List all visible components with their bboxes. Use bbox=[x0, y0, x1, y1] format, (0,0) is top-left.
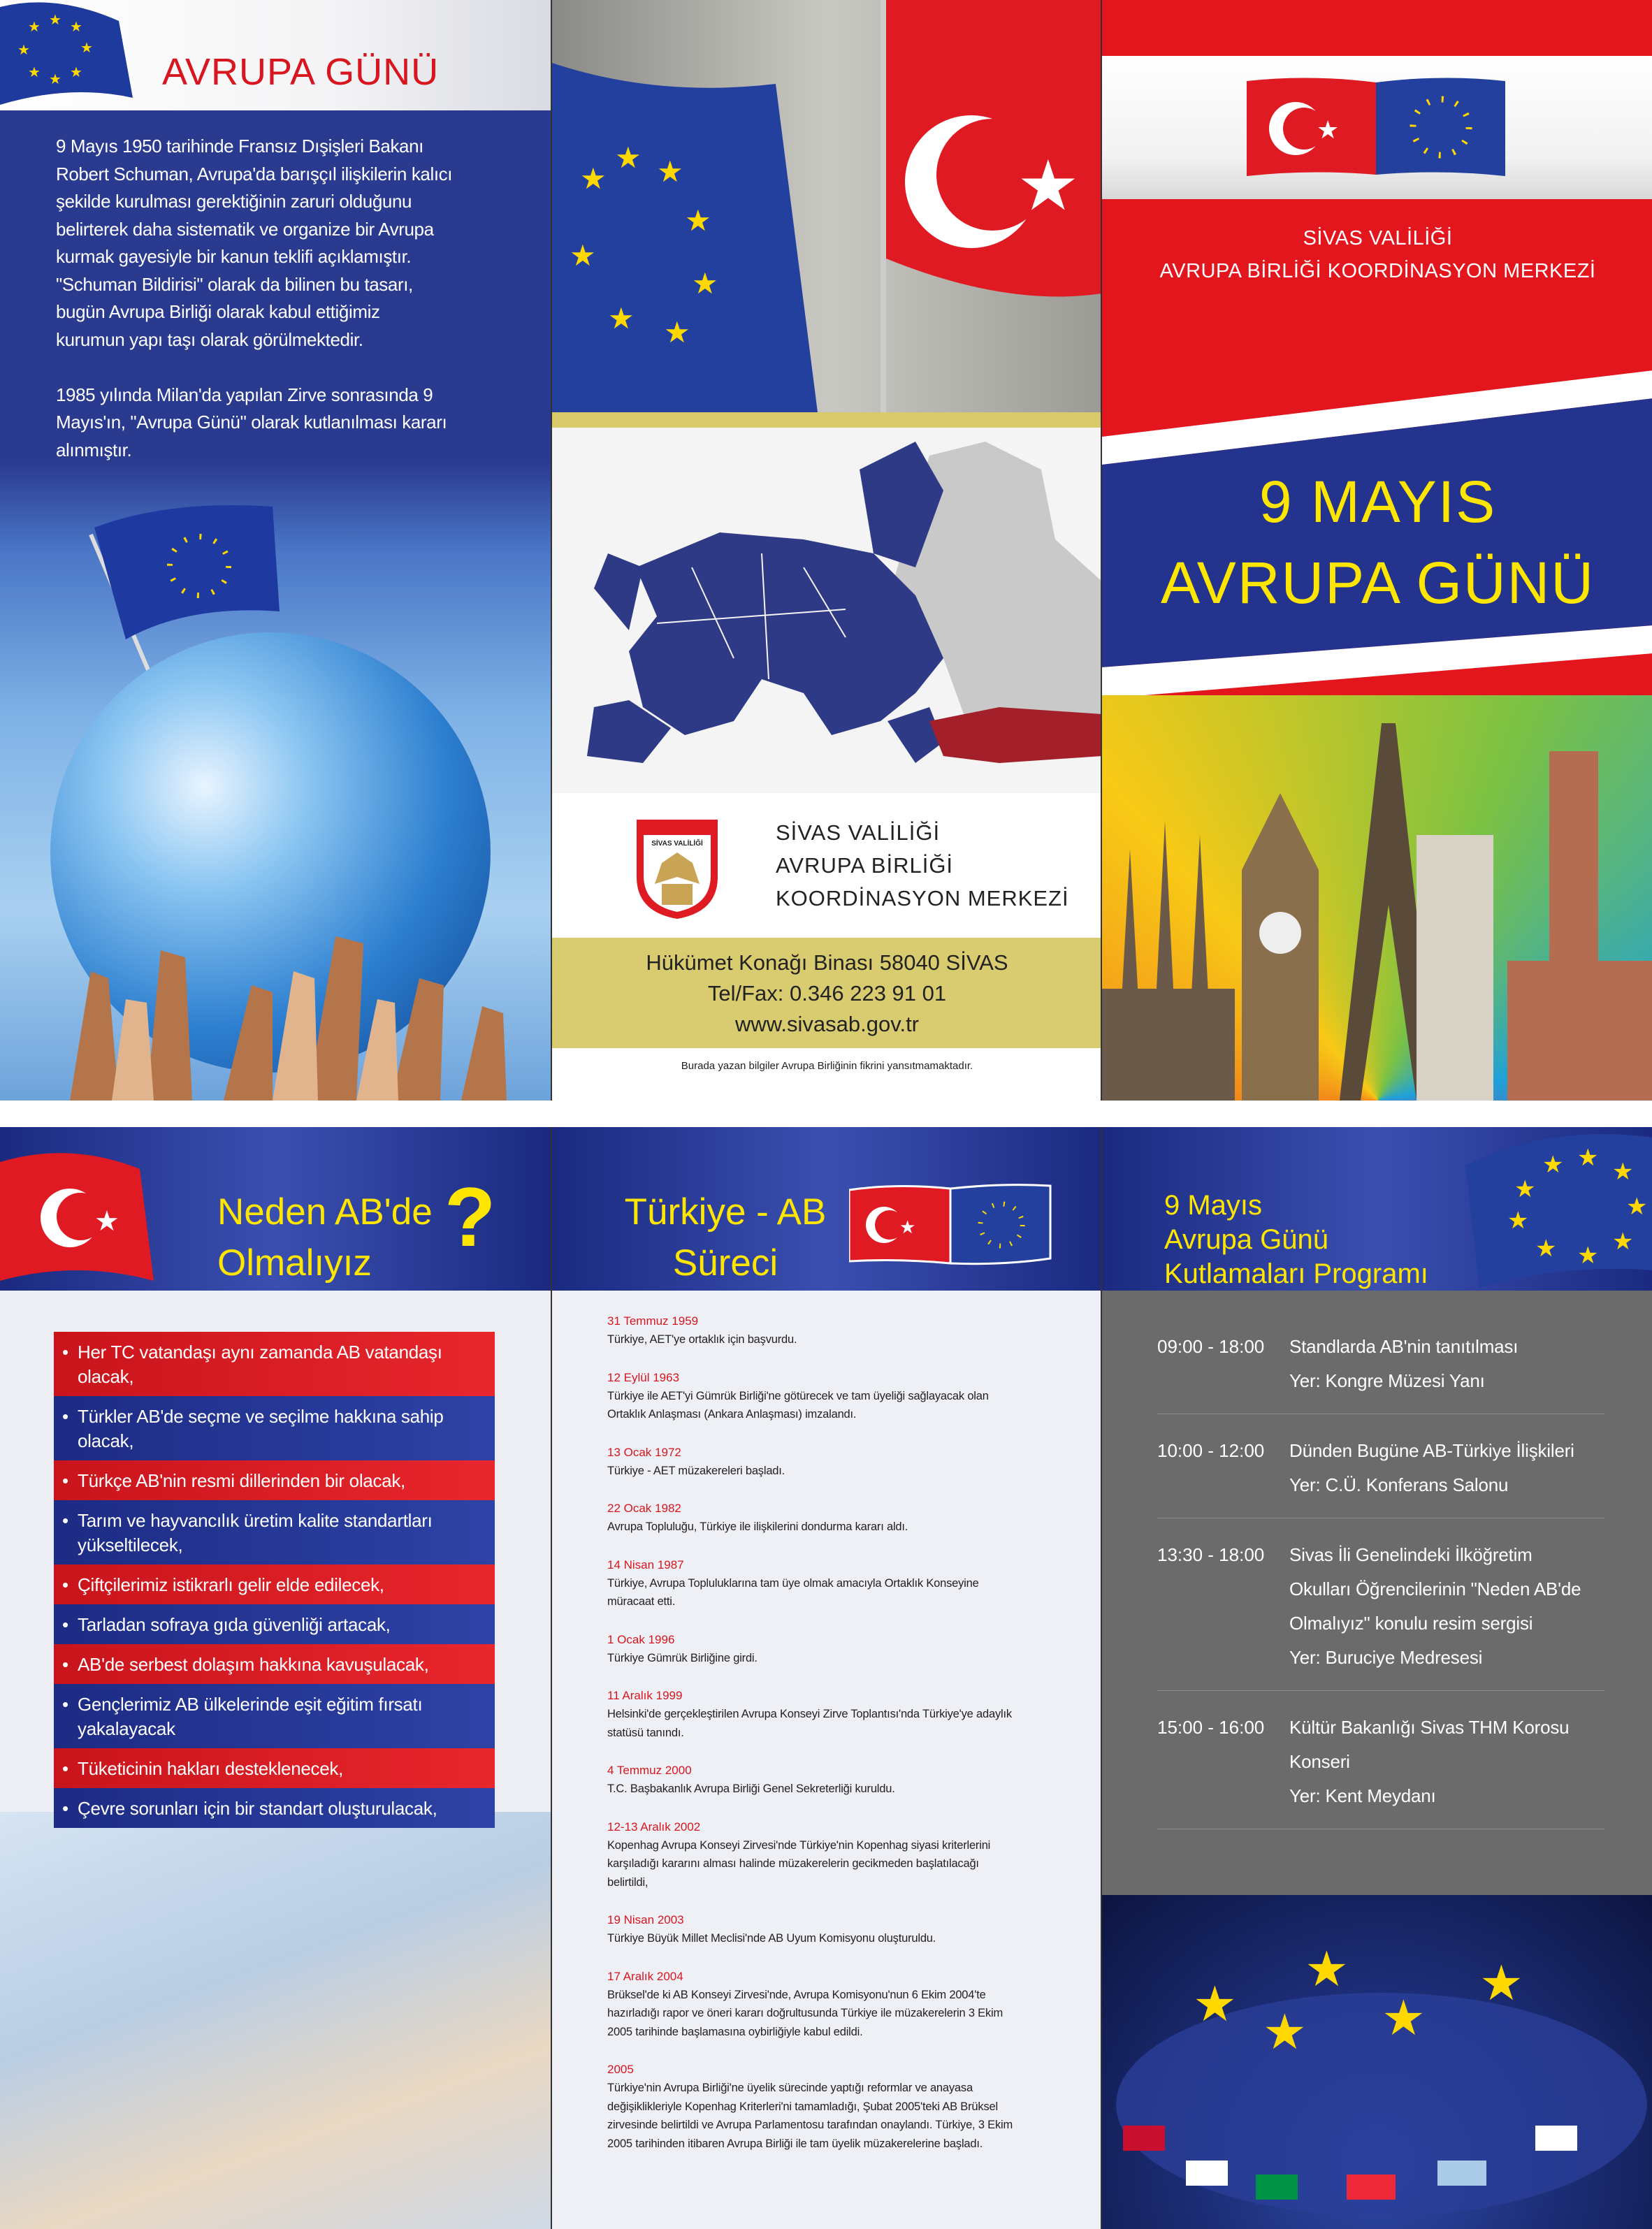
sivas-valiligi-logo bbox=[634, 814, 720, 920]
organization-name: SİVAS VALİLİĞİ AVRUPA BİRLİĞİ KOORDİNASYON MERKEZİ bbox=[776, 820, 1069, 910]
entry-text: T.C. Başbakanlık Avrupa Birliği Genel Sekreterliği kuruldu. bbox=[607, 1783, 895, 1795]
timeline-entry bbox=[607, 1687, 1082, 1742]
list-item: • Tüketicinin hakları desteklenecek, bbox=[54, 1748, 495, 1788]
svg-text:★: ★ bbox=[1317, 116, 1340, 145]
turkish-flag-icon bbox=[0, 1141, 161, 1288]
entry-date: 13 Ocak 1972 bbox=[607, 1445, 681, 1459]
svg-text:★: ★ bbox=[1479, 1954, 1523, 2012]
question-mark: ? bbox=[444, 1170, 496, 1264]
svg-text:★: ★ bbox=[615, 140, 642, 175]
landmarks-silhouette bbox=[1102, 695, 1652, 1101]
cover-title-date: 9 MAYIS bbox=[1259, 469, 1497, 535]
program-item bbox=[1157, 1711, 1604, 1829]
svg-text:★: ★ bbox=[94, 1205, 119, 1237]
entry-text: Türkiye - AET müzakereleri başladı. bbox=[607, 1464, 785, 1477]
entry-date: 31 Temmuz 1959 bbox=[607, 1314, 699, 1328]
eu-flag-icon bbox=[1451, 1131, 1652, 1288]
svg-text:★: ★ bbox=[17, 41, 30, 58]
svg-text:★: ★ bbox=[685, 203, 711, 238]
program-time: 13:30 - 18:00 bbox=[1157, 1544, 1265, 1565]
svg-text:★: ★ bbox=[1017, 145, 1080, 226]
entry-date: 22 Ocak 1982 bbox=[607, 1502, 681, 1515]
entry-date: 14 Nisan 1987 bbox=[607, 1558, 684, 1571]
entry-text: Türkiye ile AET'yi Gümrük Birliği'ne götürecek ve tam üyeliği sağlayacak olan Ortaklık Anlaşması (Ankara Anlaşması) imzalandı. bbox=[607, 1389, 989, 1421]
program-description: Sivas İli Genelindeki İlköğretim Okulları Öğrencilerinin "Neden AB'de Olmalıyız" konulu resim sergisi Yer: Buruciye Medresesi bbox=[1289, 1544, 1581, 1668]
landmarks-image bbox=[1102, 695, 1652, 1101]
program-time: 10:00 - 12:00 bbox=[1157, 1440, 1265, 1461]
entry-text: Avrupa Topluluğu, Türkiye ile ilişkilerini dondurma kararı aldı. bbox=[607, 1520, 908, 1533]
europe-map bbox=[552, 428, 1101, 793]
disclaimer: Burada yazan bilgiler Avrupa Birliğinin fikrini yansıtmamaktadır. bbox=[681, 1060, 973, 1072]
contact-box bbox=[552, 938, 1101, 1048]
svg-text:★: ★ bbox=[1263, 2003, 1307, 2061]
list-item: • AB'de serbest dolaşım hakkına kavuşulacak, bbox=[54, 1644, 495, 1684]
timeline-entry bbox=[607, 1911, 1082, 1948]
panel-turkey-eu-process bbox=[551, 1127, 1101, 2229]
list-item: • Tarladan sofraya gıda güvenliği artacak, bbox=[54, 1604, 495, 1644]
panel-cover bbox=[1101, 0, 1652, 1101]
svg-text:★: ★ bbox=[1193, 1975, 1237, 2033]
section-title bbox=[217, 1186, 433, 1288]
timeline-entry bbox=[607, 1312, 1082, 1349]
list-item: • Türkçe AB'nin resmi dillerinden bir olacak, bbox=[54, 1460, 495, 1500]
program-time: 09:00 - 18:00 bbox=[1157, 1336, 1265, 1357]
entry-text: Türkiye Büyük Millet Meclisi'nde AB Uyum Komisyonu oluşturuldu. bbox=[607, 1932, 936, 1945]
flags-map-image bbox=[0, 1812, 551, 2229]
entry-text: Türkiye'nin Avrupa Birliği'ne üyelik sürecinde yaptığı reformlar ve anayasa değişiklikleriyle Kopenhag Kriterleri'ni tamamladığı, Şubat 2005'teki AB Brüksel zirvesinde belirtildi ve Avrupa Parlamentosu tarafından onaylandı. Türkiye, 3 Ekim 2005 tarihinden itibaren Avrupa Birliği ile tam üyelik müzakerelerine başladı. bbox=[607, 2082, 1013, 2150]
svg-text:★: ★ bbox=[1626, 1193, 1648, 1221]
timeline-entry bbox=[607, 1818, 1082, 1892]
svg-text:★: ★ bbox=[899, 1217, 916, 1238]
svg-text:★: ★ bbox=[664, 315, 690, 349]
svg-text:★: ★ bbox=[28, 64, 41, 80]
entry-date: 2005 bbox=[607, 2063, 634, 2076]
org-line-1: SİVAS VALİLİĞİ bbox=[1303, 227, 1453, 249]
svg-text:★: ★ bbox=[1535, 1235, 1557, 1263]
svg-text:★: ★ bbox=[580, 161, 607, 196]
svg-text:★: ★ bbox=[570, 238, 596, 273]
entry-text: Brüksel'de ki AB Konseyi Zirvesi'nde, Avrupa Komisyonu'nun 6 Ekim 2004'te hazırladığı rapor ve öneri kararı doğrultusunda Türkiye ile müzakerelerin 3 Ekim 2005 tarihinde başlamasına oybirliğiyle kabul edildi. bbox=[607, 1988, 1003, 2038]
svg-text:★: ★ bbox=[49, 11, 61, 28]
entry-date: 17 Aralık 2004 bbox=[607, 1969, 683, 1983]
section-title bbox=[614, 1186, 837, 1288]
svg-text:★: ★ bbox=[49, 71, 61, 87]
hands-image bbox=[42, 887, 517, 1101]
svg-text:★: ★ bbox=[70, 18, 82, 35]
eu-dome-image bbox=[1102, 1895, 1652, 2229]
svg-text:★: ★ bbox=[80, 39, 93, 56]
entry-date: 1 Ocak 1996 bbox=[607, 1632, 675, 1646]
timeline-entry bbox=[607, 2061, 1082, 2153]
program-description: Kültür Bakanlığı Sivas THM Korosu Konseri Yer: Kent Meydanı bbox=[1289, 1717, 1570, 1806]
list-item: • Gençlerimiz AB ülkelerinde eşit eğitim fırsatı yakalayacak bbox=[54, 1684, 495, 1748]
timeline-entry bbox=[607, 1369, 1082, 1424]
svg-text:★: ★ bbox=[692, 266, 718, 300]
panel-contact bbox=[551, 0, 1101, 1101]
svg-text:★: ★ bbox=[1577, 1144, 1599, 1172]
svg-text:★: ★ bbox=[608, 301, 635, 335]
svg-text:★: ★ bbox=[1305, 1940, 1349, 1998]
entry-date: 19 Nisan 2003 bbox=[607, 1913, 684, 1926]
list-item: • Çiftçilerimiz istikrarlı gelir elde edilecek, bbox=[54, 1564, 495, 1604]
website-link[interactable]: www.sivasab.gov.tr bbox=[734, 1012, 919, 1036]
list-item: • Çevre sorunları için bir standart oluşturulacak, bbox=[54, 1788, 495, 1828]
title-line-2: Süreci bbox=[672, 1242, 778, 1284]
list-item: • Tarım ve hayvancılık üretim kalite standartları yükseltilecek, bbox=[54, 1500, 495, 1564]
svg-text:★: ★ bbox=[1382, 1989, 1426, 2047]
panel-avrupa-gunu-info bbox=[0, 0, 551, 1101]
svg-text:★: ★ bbox=[70, 64, 82, 80]
eu-and-turkish-flags-icon bbox=[552, 0, 1101, 412]
timeline-entry bbox=[607, 1762, 1082, 1799]
program-description: Standlarda AB'nin tanıtılması Yer: Kongre Müzesi Yanı bbox=[1289, 1336, 1519, 1391]
timeline-entry bbox=[607, 1500, 1082, 1537]
entry-date: 12 Eylül 1963 bbox=[607, 1370, 680, 1384]
svg-text:★: ★ bbox=[657, 154, 683, 189]
entry-text: Türkiye Gümrük Birliğine girdi. bbox=[607, 1651, 758, 1664]
list-item: • Türkler AB'de seçme ve seçilme hakkına sahip olacak, bbox=[54, 1396, 495, 1460]
timeline-entry bbox=[607, 1968, 1082, 2042]
entry-date: 4 Temmuz 2000 bbox=[607, 1764, 692, 1777]
panel-why-eu bbox=[0, 1127, 551, 2229]
title-line-2: Olmalıyız bbox=[217, 1242, 372, 1284]
history-paragraph: 9 Mayıs 1950 tarihinde Fransız Dışişleri Bakanı Robert Schuman, Avrupa'da barışçıl ilişkilerin kalıcı şekilde kurulması gerektiğinin zaruri olduğunu belirterek daha sistematik ve organize bir Avrupa kurmak gayesiyle bir kanun teklifi açıklamıştır. "Schuman Bildirisi" olarak da bilinen bu tasarı, bugün Avrupa Birliği olarak kabul ettiğimiz kurumun yapı taşı olarak görülmektedir. 1985 yılında Milan'da yapılan Zirve sonrasında 9 Mayıs'ın, "Avrupa Günü" olarak kutlanılması kararı alınmıştır. bbox=[56, 136, 453, 460]
entry-text: Türkiye, AET'ye ortaklık için başvurdu. bbox=[607, 1333, 797, 1346]
phone-fax: Tel/Fax: 0.346 223 91 01 bbox=[707, 981, 947, 1005]
entry-date: 12-13 Aralık 2002 bbox=[607, 1820, 701, 1834]
gold-stripe bbox=[552, 412, 1101, 428]
section-title: 9 Mayıs Avrupa Günü Kutlamaları Programı bbox=[1164, 1190, 1428, 1289]
entry-text: Türkiye, Avrupa Topluluklarına tam üye olmak amacıyla Ortaklık Konseyine müracaat etti. bbox=[607, 1576, 979, 1608]
org-line-2: AVRUPA BİRLİĞİ KOORDİNASYON MERKEZİ bbox=[1159, 260, 1596, 282]
eu-flag-icon bbox=[0, 0, 140, 112]
address: Hükümet Konağı Binası 58040 SİVAS bbox=[646, 950, 1008, 975]
svg-text:★: ★ bbox=[1577, 1242, 1599, 1270]
program-list bbox=[1157, 1330, 1604, 1849]
svg-text:★: ★ bbox=[1612, 1228, 1634, 1256]
turkey-eu-flags-icon bbox=[849, 1183, 1052, 1267]
entry-date: 11 Aralık 1999 bbox=[607, 1689, 683, 1702]
svg-text:★: ★ bbox=[1507, 1207, 1529, 1235]
panel-title: AVRUPA GÜNÜ bbox=[162, 51, 440, 93]
svg-text:★: ★ bbox=[1612, 1158, 1634, 1186]
turkey-eu-flags-icon bbox=[1247, 77, 1509, 180]
title-line-1: Neden AB'de bbox=[217, 1191, 433, 1233]
program-item bbox=[1157, 1538, 1604, 1691]
timeline-entry bbox=[607, 1631, 1082, 1668]
timeline bbox=[607, 1312, 1082, 2172]
svg-text:★: ★ bbox=[1542, 1151, 1564, 1179]
entry-text: Helsinki'de gerçekleştirilen Avrupa Konseyi Zirve Toplantısı'nda Türkiye'ye adaylık statüsü tanındı. bbox=[607, 1708, 1012, 1739]
program-time: 15:00 - 16:00 bbox=[1157, 1717, 1265, 1738]
cover-title-name: AVRUPA GÜNÜ bbox=[1161, 550, 1595, 616]
svg-text:SİVAS VALİLİĞİ: SİVAS VALİLİĞİ bbox=[651, 840, 703, 848]
list-item: • Her TC vatandaşı aynı zamanda AB vatandaşı olacak, bbox=[54, 1332, 495, 1396]
svg-text:★: ★ bbox=[28, 18, 41, 35]
program-item bbox=[1157, 1434, 1604, 1518]
timeline-entry bbox=[607, 1444, 1082, 1481]
svg-text:★: ★ bbox=[1514, 1175, 1536, 1203]
timeline-entry bbox=[607, 1556, 1082, 1611]
cover-organization bbox=[1102, 222, 1652, 288]
program-item bbox=[1157, 1330, 1604, 1414]
entry-text: Kopenhag Avrupa Konseyi Zirvesi'nde Türkiye'nin Kopenhag siyasi kriterlerini karşıladığı kararını alması halinde müzakerelerin gecikmeden başlatılacağı belirtildi, bbox=[607, 1838, 991, 1889]
title-line-1: Türkiye - AB bbox=[624, 1191, 827, 1233]
benefits-list bbox=[54, 1332, 495, 1828]
panel-program bbox=[1101, 1127, 1652, 2229]
program-description: Dünden Bugüne AB-Türkiye İlişkileri Yer: C.Ü. Konferans Salonu bbox=[1289, 1440, 1574, 1495]
diagonal-blue-band bbox=[1102, 370, 1652, 706]
